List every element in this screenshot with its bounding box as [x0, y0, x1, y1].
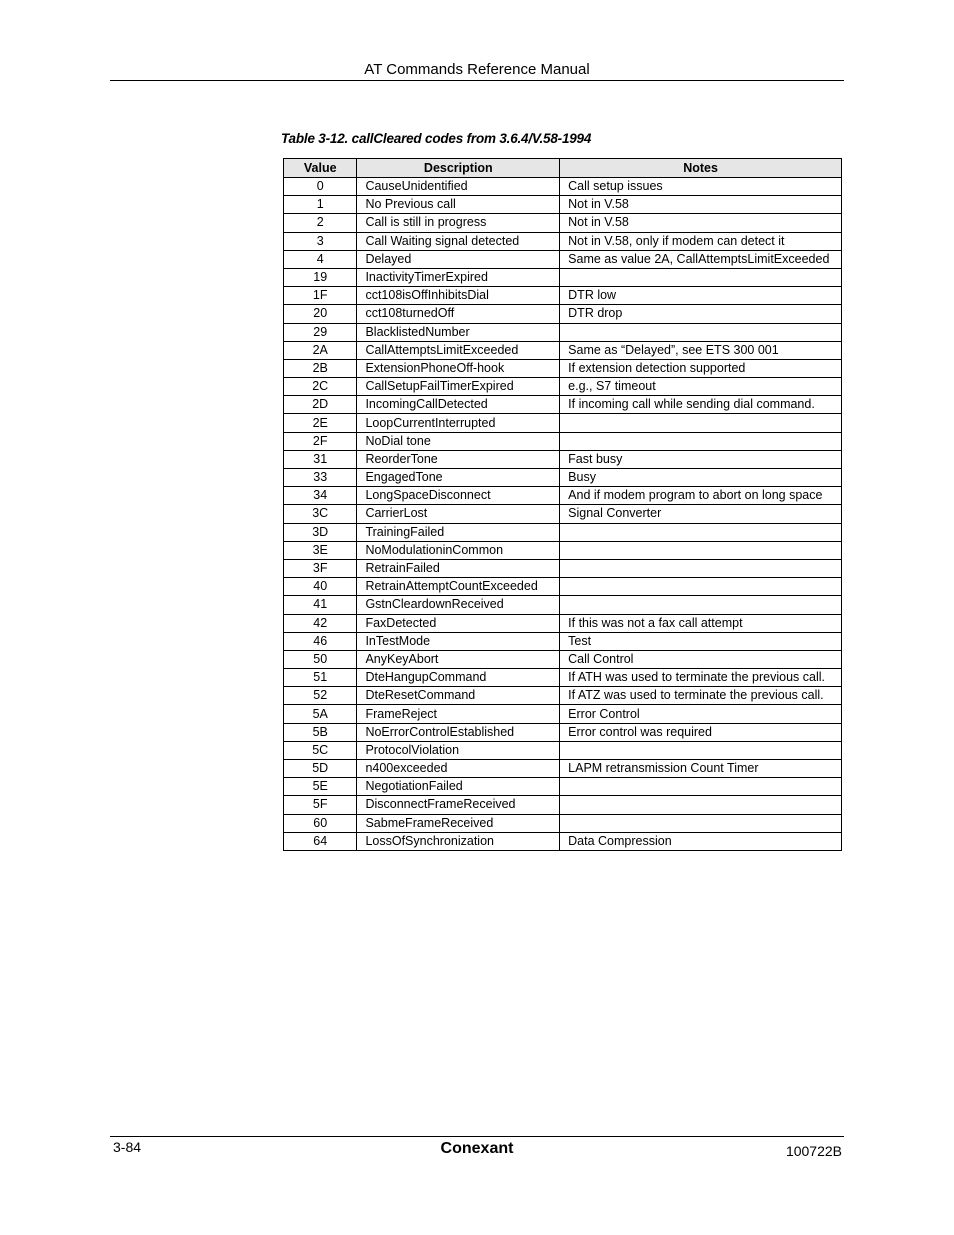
cell-notes [560, 268, 842, 286]
cell-value: 2 [284, 214, 357, 232]
table-row [284, 432, 842, 450]
cell-notes [560, 778, 842, 796]
cell-value: 2A [284, 341, 357, 359]
cell-notes: Signal Converter [560, 505, 842, 523]
cell-description: LongSpaceDisconnect [357, 487, 560, 505]
callcleared-codes-table [283, 158, 842, 851]
table-body [284, 178, 842, 851]
cell-description: CarrierLost [357, 505, 560, 523]
cell-notes: If incoming call while sending dial command. [560, 396, 842, 414]
cell-value: 41 [284, 596, 357, 614]
cell-value: 3E [284, 541, 357, 559]
table-row [284, 669, 842, 687]
table-row [284, 741, 842, 759]
table-row [284, 705, 842, 723]
cell-description: DisconnectFrameReceived [357, 796, 560, 814]
cell-value: 3C [284, 505, 357, 523]
cell-notes: DTR low [560, 287, 842, 305]
cell-value: 1F [284, 287, 357, 305]
table-row [284, 578, 842, 596]
cell-value: 5F [284, 796, 357, 814]
cell-notes: If ATH was used to terminate the previous call. [560, 669, 842, 687]
cell-description: n400exceeded [357, 760, 560, 778]
table-row [284, 396, 842, 414]
cell-notes: Same as value 2A, CallAttemptsLimitExceeded [560, 250, 842, 268]
cell-notes [560, 814, 842, 832]
cell-description: CauseUnidentified [357, 178, 560, 196]
cell-value: 60 [284, 814, 357, 832]
table-row [284, 541, 842, 559]
table-row [284, 796, 842, 814]
cell-notes: Busy [560, 469, 842, 487]
cell-description: NoErrorControlEstablished [357, 723, 560, 741]
cell-description: cct108isOffInhibitsDial [357, 287, 560, 305]
cell-description: Call is still in progress [357, 214, 560, 232]
table-row [284, 723, 842, 741]
column-header-value: Value [284, 159, 357, 178]
table-row [284, 778, 842, 796]
table-row [284, 214, 842, 232]
cell-description: IncomingCallDetected [357, 396, 560, 414]
cell-notes: Fast busy [560, 450, 842, 468]
cell-value: 2C [284, 378, 357, 396]
table-row [284, 287, 842, 305]
cell-notes: DTR drop [560, 305, 842, 323]
cell-description: FrameReject [357, 705, 560, 723]
column-header-notes: Notes [560, 159, 842, 178]
cell-description: NoModulationinCommon [357, 541, 560, 559]
table-row [284, 178, 842, 196]
cell-description: cct108turnedOff [357, 305, 560, 323]
cell-notes: Test [560, 632, 842, 650]
cell-notes [560, 578, 842, 596]
cell-value: 31 [284, 450, 357, 468]
cell-notes: Not in V.58, only if modem can detect it [560, 232, 842, 250]
cell-description: RetrainFailed [357, 559, 560, 577]
cell-value: 5D [284, 760, 357, 778]
table-row [284, 469, 842, 487]
cell-value: 64 [284, 832, 357, 850]
cell-description: DteResetCommand [357, 687, 560, 705]
footer-rule [110, 1136, 844, 1137]
cell-description: EngagedTone [357, 469, 560, 487]
cell-value: 34 [284, 487, 357, 505]
cell-description: ProtocolViolation [357, 741, 560, 759]
cell-value: 2E [284, 414, 357, 432]
cell-description: GstnCleardownReceived [357, 596, 560, 614]
cell-description: ExtensionPhoneOff-hook [357, 359, 560, 377]
cell-description: AnyKeyAbort [357, 650, 560, 668]
cell-description: NoDial tone [357, 432, 560, 450]
cell-description: Call Waiting signal detected [357, 232, 560, 250]
cell-description: LoopCurrentInterrupted [357, 414, 560, 432]
company-name: Conexant [440, 1140, 514, 1157]
cell-description: InTestMode [357, 632, 560, 650]
cell-value: 2B [284, 359, 357, 377]
cell-description: CallAttemptsLimitExceeded [357, 341, 560, 359]
table-row [284, 323, 842, 341]
cell-value: 1 [284, 196, 357, 214]
cell-value: 50 [284, 650, 357, 668]
cell-description: BlacklistedNumber [357, 323, 560, 341]
table-caption: Table 3-12. callCleared codes from 3.6.4/V.58-1994 [281, 131, 592, 146]
cell-description: LossOfSynchronization [357, 832, 560, 850]
cell-value: 29 [284, 323, 357, 341]
cell-description: FaxDetected [357, 614, 560, 632]
cell-value: 42 [284, 614, 357, 632]
table-row [284, 196, 842, 214]
cell-notes: Error Control [560, 705, 842, 723]
cell-description: TrainingFailed [357, 523, 560, 541]
cell-description: SabmeFrameReceived [357, 814, 560, 832]
cell-notes [560, 741, 842, 759]
cell-notes [560, 523, 842, 541]
cell-notes [560, 432, 842, 450]
cell-value: 5C [284, 741, 357, 759]
table-row [284, 232, 842, 250]
cell-value: 40 [284, 578, 357, 596]
cell-value: 4 [284, 250, 357, 268]
table-row [284, 687, 842, 705]
cell-notes [560, 414, 842, 432]
running-header: AT Commands Reference Manual [364, 61, 590, 78]
table-row [284, 596, 842, 614]
cell-value: 3 [284, 232, 357, 250]
cell-value: 5B [284, 723, 357, 741]
cell-description: Delayed [357, 250, 560, 268]
cell-notes: Same as “Delayed”, see ETS 300 001 [560, 341, 842, 359]
cell-value: 19 [284, 268, 357, 286]
table-row [284, 650, 842, 668]
table-row [284, 632, 842, 650]
cell-value: 3F [284, 559, 357, 577]
table-row [284, 832, 842, 850]
cell-value: 2D [284, 396, 357, 414]
cell-notes: If ATZ was used to terminate the previous call. [560, 687, 842, 705]
cell-value: 20 [284, 305, 357, 323]
table-row [284, 505, 842, 523]
cell-notes [560, 596, 842, 614]
cell-value: 52 [284, 687, 357, 705]
table-row [284, 814, 842, 832]
table-row [284, 523, 842, 541]
table-header-row [284, 159, 842, 178]
cell-description: No Previous call [357, 196, 560, 214]
cell-description: CallSetupFailTimerExpired [357, 378, 560, 396]
table-row [284, 487, 842, 505]
cell-notes: Call setup issues [560, 178, 842, 196]
cell-description: ReorderTone [357, 450, 560, 468]
page-number: 3-84 [113, 1139, 142, 1155]
table-row [284, 760, 842, 778]
table-row [284, 378, 842, 396]
table-row [284, 614, 842, 632]
cell-description: NegotiationFailed [357, 778, 560, 796]
table-row [284, 268, 842, 286]
table-row [284, 450, 842, 468]
cell-notes [560, 559, 842, 577]
cell-notes [560, 323, 842, 341]
cell-value: 0 [284, 178, 357, 196]
table-row [284, 359, 842, 377]
cell-value: 2F [284, 432, 357, 450]
cell-value: 51 [284, 669, 357, 687]
table-row [284, 250, 842, 268]
cell-notes: e.g., S7 timeout [560, 378, 842, 396]
table-row [284, 414, 842, 432]
cell-value: 46 [284, 632, 357, 650]
cell-notes: And if modem program to abort on long space [560, 487, 842, 505]
cell-notes: Not in V.58 [560, 196, 842, 214]
cell-description: DteHangupCommand [357, 669, 560, 687]
cell-notes: If this was not a fax call attempt [560, 614, 842, 632]
cell-notes: Data Compression [560, 832, 842, 850]
cell-notes: Call Control [560, 650, 842, 668]
cell-notes: Not in V.58 [560, 214, 842, 232]
cell-notes: Error control was required [560, 723, 842, 741]
cell-notes: LAPM retransmission Count Timer [560, 760, 842, 778]
table-row [284, 305, 842, 323]
cell-value: 33 [284, 469, 357, 487]
cell-value: 3D [284, 523, 357, 541]
cell-notes [560, 796, 842, 814]
cell-value: 5A [284, 705, 357, 723]
table-row [284, 341, 842, 359]
header-rule [110, 80, 844, 81]
cell-value: 5E [284, 778, 357, 796]
table-row [284, 559, 842, 577]
cell-notes [560, 541, 842, 559]
cell-notes: If extension detection supported [560, 359, 842, 377]
document-number: 100722B [785, 1143, 842, 1159]
column-header-description: Description [357, 159, 560, 178]
cell-description: RetrainAttemptCountExceeded [357, 578, 560, 596]
cell-description: InactivityTimerExpired [357, 268, 560, 286]
